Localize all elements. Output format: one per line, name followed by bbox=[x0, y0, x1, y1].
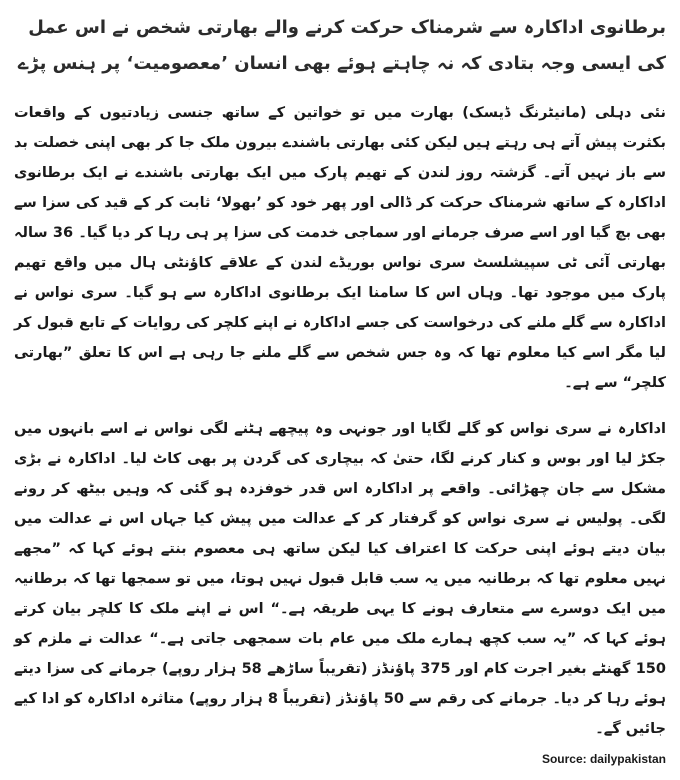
paragraph-1: نئی دہلی (مانیٹرنگ ڈیسک) بھارت میں تو خواتین کے ساتھ جنسی زیادتیوں کے واقعات بکثرت پیش آتے ہی رہتے ہیں لیکن کئی بھارتی باشندے بیرون ملک جا کر بھی اپنی خصلت بد سے باز نہیں آتے۔ گزشتہ روز لندن کے تھیم پارک میں ایک بھارتی باشندے نے ایک برطانوی اداکارہ کے ساتھ شرمناک حرکت کر ڈالی اور پھر خود کو ’بھولا‘ ثابت کر کے قید کی سزا سے بھی بچ گیا اور اسے صرف جرمانے اور سماجی خدمت کی سزا پر ہی رہا کر دیا گیا۔ 36 سالہ بھارتی آئی ٹی سپیشلسٹ سری نواس بوریڈے لندن کے علاقے کاؤنٹی ہال میں واقع تھیم پارک میں موجود تھا۔ وہاں اس کا سامنا ایک برطانوی اداکارہ سے ہو گیا۔ سری نواس نے اداکارہ سے گلے ملنے کی درخواست کی جسے اداکارہ نے اپنے کلچر کی روایات کے تابع قبول کر لیا مگر اسے کیا معلوم تھا کہ وہ جس شخص سے گلے ملنے جا رہی ہے اس کا تعلق ”بھارتی کلچر“ سے ہے۔ bbox=[14, 105, 666, 391]
source-credit: Source: dailypakistan bbox=[541, 752, 666, 766]
headline: برطانوی اداکارہ سے شرمناک حرکت کرنے والے بھارتی شخص نے اس عمل کی ایسی وجہ بتادی کہ نہ چاہتے ہوئے بھی انسان ’معصومیت‘ پر ہنس پڑے bbox=[17, 17, 666, 74]
paragraph-2: اداکارہ نے سری نواس کو گلے لگایا اور جونہی وہ پیچھے ہٹنے لگی نواس نے اسے بانہوں میں جکڑ لیا اور بوس و کنار کرنے لگا، حتیٰ کہ بیچاری کی گردن پر بھی کاٹ لیا۔ اداکارہ نے بڑی مشکل سے جان چھڑائی۔ واقعے پر اداکارہ اس قدر خوفزدہ ہو گئی کہ وہیں بیٹھ کر رونے لگی۔ پولیس نے سری نواس کو گرفتار کر کے عدالت میں پیش کیا جہاں اس نے عدالت میں بیان دیتے ہوئے اپنی حرکت کا اعتراف کیا لیکن ساتھ ہی معصوم بنتے ہوئے کہا کہ ”مجھے نہیں معلوم تھا کہ برطانیہ میں یہ سب قابل قبول نہیں ہوتا، میں تو سمجھا تھا کہ برطانیہ میں ایک دوسرے سے متعارف ہونے کا یہی طریقہ ہے۔“ اس نے اپنے ملک کا کلچر بیان کرتے ہوئے کہا کہ ”یہ سب کچھ ہمارے ملک میں عام بات سمجھی جاتی ہے۔“ عدالت نے ملزم کو 150 گھنٹے بغیر اجرت کام اور 375 پاؤنڈز (تقریباً ساڑھے 58 ہزار روپے) جرمانے کی سزا دیتے ہوئے رہا کر دیا۔ جرمانے کی رقم سے 50 پاؤنڈز (تقریباً 8 ہزار روپے) متاثرہ اداکارہ کو ادا کیے جائیں گے۔ bbox=[14, 421, 666, 737]
